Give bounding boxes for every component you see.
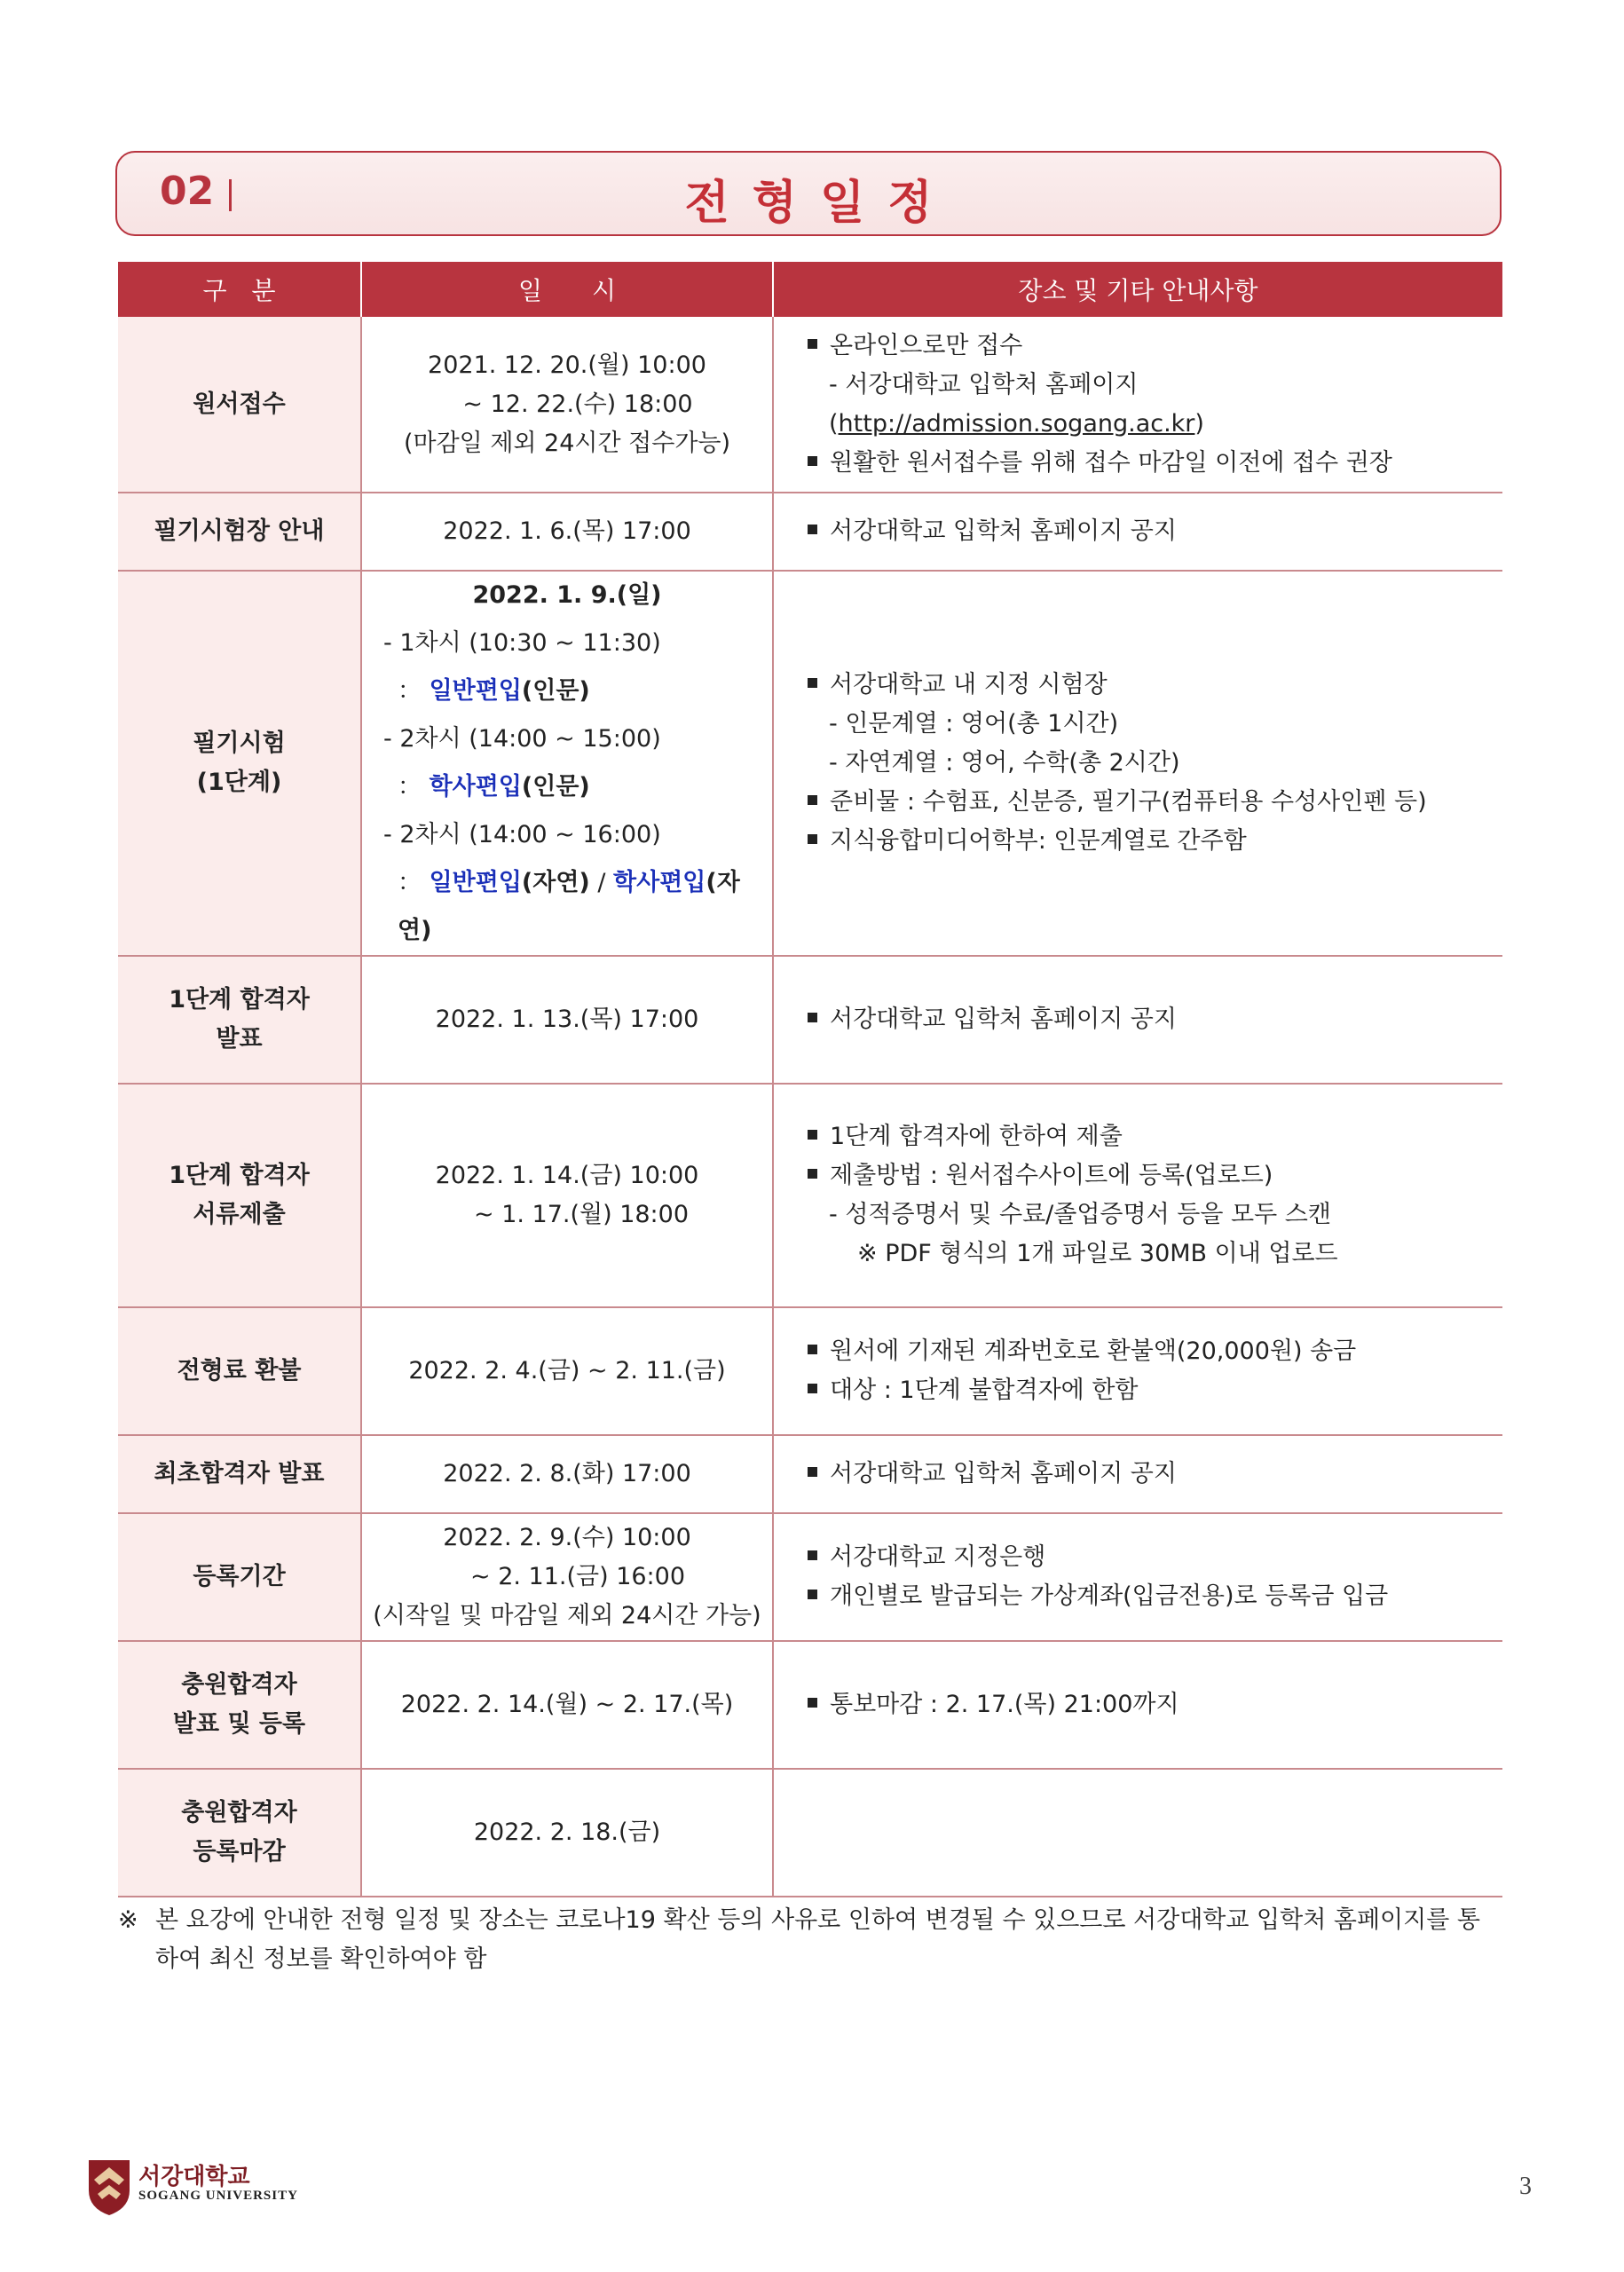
- table-row: [118, 571, 1502, 956]
- row-date: 2022. 1. 14.(금) 10:00 ~ 1. 17.(월) 18:00: [361, 1084, 773, 1307]
- row-info: 온라인으로만 접수 - 서강대학교 입학처 홈페이지 (http://admission.sogang.ac.kr) 원활한 원서접수를 위해 접수 마감일 이전에 접수 권장: [773, 317, 1502, 493]
- bullet-icon: [808, 1467, 817, 1477]
- bullet-icon: [808, 1590, 817, 1599]
- bullet-icon: [808, 525, 817, 534]
- row-category: 1단계 합격자 발표: [118, 956, 361, 1084]
- bullet-icon: [808, 1013, 817, 1022]
- column-header-category: 구 분: [118, 262, 361, 317]
- section-header: [115, 151, 1502, 236]
- row-category: 등록기간: [118, 1513, 361, 1641]
- bullet-icon: [808, 1550, 817, 1560]
- row-category: 원서접수: [118, 317, 361, 493]
- row-category: 필기시험장 안내: [118, 493, 361, 571]
- university-logo: [87, 2158, 298, 2221]
- logo-name: 서강대학교: [138, 2164, 250, 2190]
- shield-icon: [87, 2158, 131, 2217]
- table-row: [118, 317, 1502, 493]
- row-info: 통보마감 : 2. 17.(목) 21:00까지: [773, 1641, 1502, 1769]
- bullet-icon: [808, 678, 817, 688]
- table-row: [118, 1769, 1502, 1897]
- column-header-info: 장소 및 기타 안내사항: [773, 262, 1502, 317]
- row-info: 서강대학교 입학처 홈페이지 공지: [773, 1435, 1502, 1513]
- row-category: 최초합격자 발표: [118, 1435, 361, 1513]
- schedule-table: [118, 262, 1502, 1897]
- footnote-text: 본 요강에 안내한 전형 일정 및 장소는 코로나19 확산 등의 사유로 인하여 변경될 수 있으므로 서강대학교 입학처 홈페이지를 통하여 최신 정보를 확인하여야 함: [155, 1906, 1480, 1973]
- bullet-icon: [808, 1130, 817, 1140]
- bullet-icon: [808, 1169, 817, 1179]
- row-date: 2022. 2. 14.(월) ~ 2. 17.(목): [361, 1641, 773, 1769]
- row-info: 1단계 합격자에 한하여 제출 제출방법 : 원서접수사이트에 등록(업로드) - 성적증명서 및 수료/졸업증명서 등을 모두 스캔 ※ PDF 형식의 1개 파일로 30MB 이내 업로드: [773, 1084, 1502, 1307]
- row-date: 2022. 2. 9.(수) 10:00 ~ 2. 11.(금) 16:00 (시작일 및 마감일 제외 24시간 가능): [361, 1513, 773, 1641]
- row-category: 충원합격자 등록마감: [118, 1769, 361, 1897]
- row-category: 전형료 환불: [118, 1307, 361, 1435]
- row-info: 서강대학교 내 지정 시험장 - 인문계열 : 영어(총 1시간) - 자연계열 : 영어, 수학(총 2시간) 준비물 : 수험표, 신분증, 필기구(컴퓨터용 수성사인펜 등) 지식융합미디어학부: 인문계열로 간주함: [773, 571, 1502, 956]
- section-title: 전형일정: [684, 177, 956, 230]
- logo-subtitle: SOGANG UNIVERSITY: [138, 2189, 298, 2203]
- row-info: 서강대학교 입학처 홈페이지 공지: [773, 493, 1502, 571]
- row-date: 2022. 2. 8.(화) 17:00: [361, 1435, 773, 1513]
- reference-mark: ※: [118, 1906, 138, 1934]
- bullet-icon: [808, 1384, 817, 1393]
- row-info: 서강대학교 지정은행 개인별로 발급되는 가상계좌(입금전용)로 등록금 입금: [773, 1513, 1502, 1641]
- row-category: 1단계 합격자 서류제출: [118, 1084, 361, 1307]
- table-row: [118, 1084, 1502, 1307]
- row-date: 2022. 1. 6.(목) 17:00: [361, 493, 773, 571]
- bullet-icon: [808, 795, 817, 805]
- table-row: [118, 493, 1502, 571]
- bullet-icon: [808, 834, 817, 844]
- table-row: [118, 1435, 1502, 1513]
- row-date: 2022. 2. 18.(금): [361, 1769, 773, 1897]
- row-category: 충원합격자 발표 및 등록: [118, 1641, 361, 1769]
- table-row: [118, 1641, 1502, 1769]
- row-info: 서강대학교 입학처 홈페이지 공지: [773, 956, 1502, 1084]
- row-info: 원서에 기재된 계좌번호로 환불액(20,000원) 송금 대상 : 1단계 불합격자에 한함: [773, 1307, 1502, 1435]
- row-category: 필기시험 (1단계): [118, 571, 361, 956]
- bullet-icon: [808, 1698, 817, 1708]
- row-date: 2021. 12. 20.(월) 10:00 ~ 12. 22.(수) 18:00 (마감일 제외 24시간 접수가능): [361, 317, 773, 493]
- row-date: 2022. 1. 13.(목) 17:00: [361, 956, 773, 1084]
- bullet-icon: [808, 1345, 817, 1354]
- footnote: [118, 1901, 1502, 1979]
- bullet-icon: [808, 339, 817, 349]
- page-number: 3: [1519, 2173, 1532, 2200]
- row-date: 2022. 1. 9.(일) - 1차시 (10:30 ~ 11:30) ： 일반편입(인문) - 2차시 (14:00 ~ 15:00) ： 학사편입(인문) - 2차시 (14:00 ~ 16:00) ： 일반편입(자연) / 학사편입(자연): [361, 571, 773, 956]
- table-row: [118, 1513, 1502, 1641]
- admission-homepage-link[interactable]: http://admission.sogang.ac.kr: [838, 409, 1195, 438]
- table-header-row: [118, 262, 1502, 317]
- table-row: [118, 1307, 1502, 1435]
- table-row: [118, 956, 1502, 1084]
- row-info: [773, 1769, 1502, 1897]
- column-header-date: 일 시: [361, 262, 773, 317]
- row-date: 2022. 2. 4.(금) ~ 2. 11.(금): [361, 1307, 773, 1435]
- section-number: 02: [160, 169, 215, 214]
- bullet-icon: [808, 456, 817, 466]
